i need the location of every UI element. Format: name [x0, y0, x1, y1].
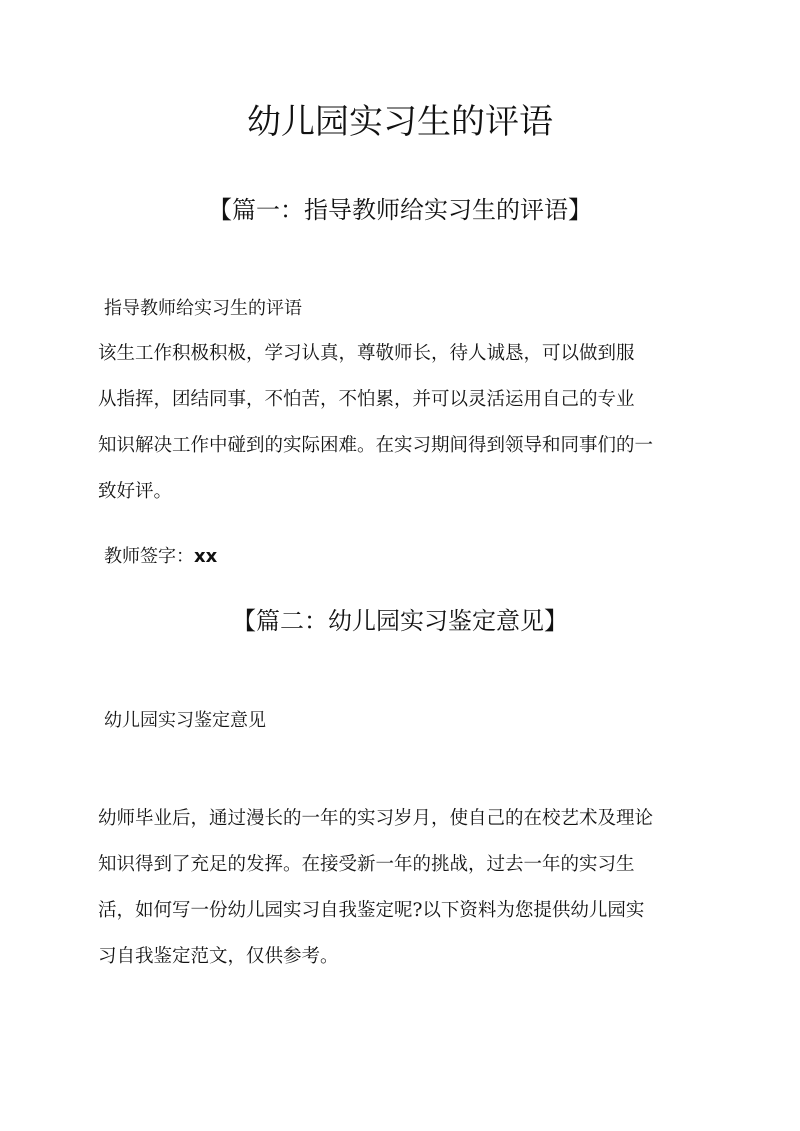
section-heading-2: 【篇二：幼儿园实习鉴定意见】 [232, 607, 568, 635]
paragraph-line: 致好评。 [98, 481, 173, 502]
section-subtitle-1: 指导教师给实习生的评语 [104, 298, 302, 319]
document-title: 幼儿园实习生的评语 [247, 102, 553, 142]
paragraph-line: 该生工作积极积极，学习认真，尊敬师长，待人诚恳，可以做到服 [98, 343, 635, 364]
paragraph-line: 从指挥，团结同事，不怕苦，不怕累，并可以灵活运用自己的专业 [98, 389, 635, 410]
teacher-signature [104, 542, 217, 572]
section-subtitle-2: 幼儿园实习鉴定意见 [104, 710, 266, 731]
paragraph-line: 幼师毕业后，通过漫长的一年的实习岁月，使自己的在校艺术及理论 [98, 808, 654, 829]
section-paragraph-2 [98, 796, 710, 980]
paragraph-line: 活，如何写一份幼儿园实习自我鉴定呢?以下资料为您提供幼儿园实 [98, 900, 645, 921]
paragraph-line: 知识得到了充足的发挥。在接受新一年的挑战，过去一年的实习生 [98, 854, 635, 875]
signature-value: xx [194, 546, 218, 567]
paragraph-line: 知识解决工作中碰到的实际困难。在实习期间得到领导和同事们的一 [98, 435, 654, 456]
section-heading-1: 【篇一：指导教师给实习生的评语】 [208, 196, 592, 224]
paragraph-line: 习自我鉴定范文，仅供参考。 [98, 946, 339, 967]
signature-label: 教师签字： [104, 546, 194, 567]
section-paragraph-1 [98, 331, 710, 515]
